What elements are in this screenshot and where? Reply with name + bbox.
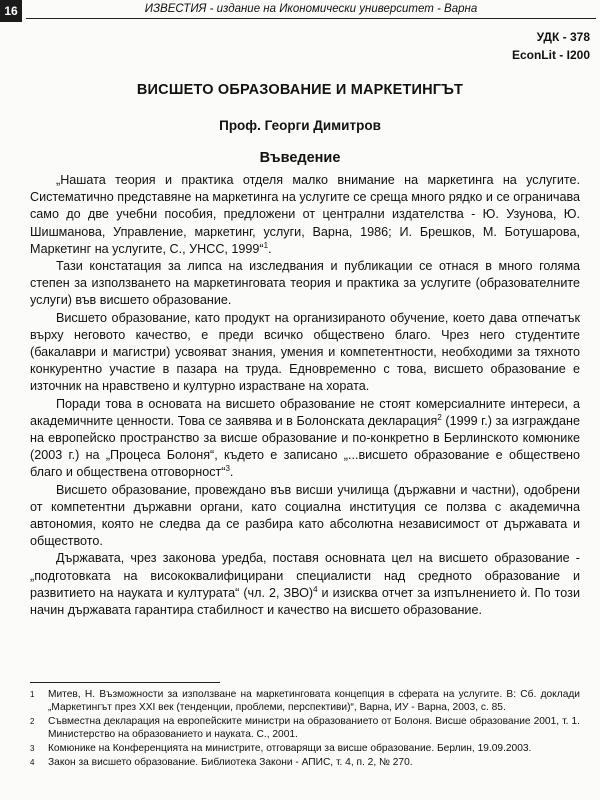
running-head: ИЗВЕСТИЯ - издание на Икономически университет - Варна [144, 3, 478, 15]
footnote-mark: 4 [30, 758, 35, 767]
section-heading: Въведение [259, 150, 341, 166]
paragraph: Висшето образование, провеждано във висши училища (държавни и частни), одобрени от компетентни държавни органи, като социална институция се ползва с академична автономия, която не следва да се разбира като абсолютна независимост от държавата и обществото. [30, 482, 580, 549]
footnote: 3 Комюнике на Конференцията на министрите, отговарящи за висше образование. Берлин, 19.09.2003. [30, 743, 532, 754]
page-number: 16 [0, 0, 22, 22]
header-rule [26, 18, 596, 19]
paragraph: Държавата, чрез законова уредба, поставя основната цел на висшето образование - „подготовката на висококвалифицирани специалисти над средното образование и развитието на науката и културата“ (чл. 2, ЗВО)$^4$ и изисква отчет за изпълнението ѝ. По този начин държавата гарантира стабилност и качество на висшето образование. [30, 551, 580, 618]
footnote: 4 Закон за висшето образование. Библиотека Закони - АПИС, т. 4, п. 2, № 270. [30, 757, 413, 768]
page-header [0, 0, 600, 22]
footnote: 1 Митев, Н. Възможности за използване на маркетинговата концепция в сферата на услугите. В: Сб. доклади „Маркетингът през XXI век (тенденции, проблеми, перспективи)“, Варна, ИУ - Варна, 2003, с. 85. [30, 689, 580, 713]
footnote-ref: 3 [225, 464, 230, 474]
footnote-mark: 2 [30, 717, 35, 726]
footnote-rule [30, 682, 220, 683]
footnote-ref: 2 [437, 412, 442, 422]
econlit-code: EconLit - I200 [511, 48, 590, 62]
paragraph: Поради това в основата на висшето образование не стоят комерсиалните интереси, а академичните ценности. Това се заявява и в Болонската декларация$^2$ (1999 г.) за изграждане на европейско пространство за висше образование и по-конкретно в Берлинското комюнике (2003 г.) на „Процеса Болоня“, където е записано „...висшето образование е обществено благо и обществена отговорност“$^3$. [30, 396, 580, 480]
footnote-mark: 1 [30, 690, 35, 699]
article-author: Проф. Георги Димитров [219, 118, 381, 133]
paragraph: Тази констатация за липса на изследвания и публикации се отнася в много голяма степен за използването на маркетинговата теория и практика за услугите (образователните услуги) във висшето образование. [30, 259, 580, 308]
footnote: 2 Съвместна декларация на европейските министри на образованието от Болоня. Висше образование 2001, т. 1. Министерство на образованието и науката. С., 2001. [30, 716, 580, 740]
classification-codes [512, 28, 590, 64]
footnote-ref: 4 [313, 584, 318, 594]
article-title: ВИСШЕТО ОБРАЗОВАНИЕ И МАРКЕТИНГЪТ [136, 82, 464, 98]
udk-code: УДК - 378 [536, 30, 590, 44]
footnotes [30, 688, 580, 770]
footnote-mark: 3 [30, 744, 35, 753]
paragraph: Висшето образование, като продукт на организираното обучение, което дава отпечатък върху неговото качество, е преди всичко обществено благо. Чрез него студентите (бакалаври и магистри) усвояват знания, умения и компетентности, необходими за тяхното конкурентно участие в пазара на труда. Едновременно с това, висшето образование е източник на нравствено и културно израстване на хората. [30, 310, 580, 394]
paragraph: „Нашата теория и практика отделя малко внимание на маркетинга на услугите. Систематично представяне на маркетинга на услугите се среща много рядко и се ограничава само до две учебни пособия, предложени от централни издателства - Ю. Узунова, Ю. Шишманова, Управление, маркетинг, услуги, Варна, 1986; И. Брешков, М. Ботушарова, Маркетинг на услугите, С., УНСС, 1999“$^1$. [30, 173, 580, 256]
footnote-ref: 1 [263, 240, 269, 250]
article-body [30, 172, 580, 619]
